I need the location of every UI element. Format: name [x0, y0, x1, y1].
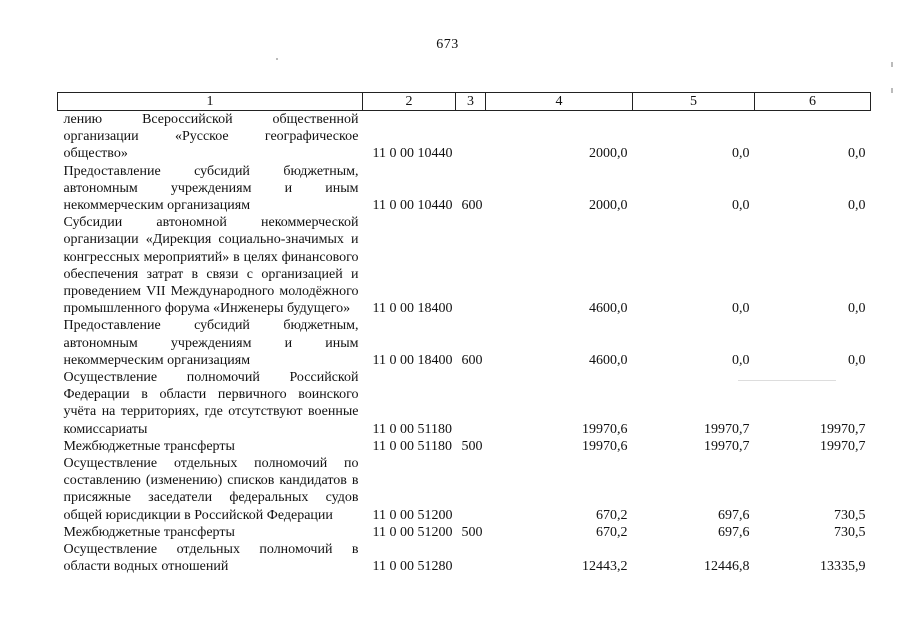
- table-row: [58, 317, 871, 369]
- column-header: 5: [633, 93, 755, 111]
- row-value-col4: 19970,6: [582, 421, 628, 437]
- row-name: лению Всероссийской общественной организации «Русское географическое общество»: [63, 112, 359, 162]
- page-number: 673: [436, 37, 459, 52]
- row-value-col6: 0,0: [848, 198, 866, 214]
- row-expense-type: 600: [461, 198, 483, 214]
- table-row: [58, 455, 871, 524]
- column-header: 1: [58, 93, 363, 111]
- row-expense-type: 600: [461, 352, 483, 368]
- row-expense-type: [456, 111, 486, 163]
- row-value-col5: 19970,7: [704, 438, 750, 454]
- row-value-col6: 0,0: [848, 352, 866, 368]
- row-code: 11 0 00 51280: [372, 559, 453, 575]
- table-row: [58, 214, 871, 317]
- table-row: [58, 438, 871, 455]
- row-value-col6: 19970,7: [820, 438, 866, 454]
- row-expense-type: 500: [461, 524, 483, 540]
- row-value-col6: 730,5: [834, 507, 866, 523]
- row-value-col5: 0,0: [732, 352, 750, 368]
- row-value-col4: 4600,0: [589, 352, 628, 368]
- row-value-col4: 12443,2: [582, 559, 628, 575]
- row-code: 11 0 00 10440: [372, 198, 453, 214]
- column-header: 2: [363, 93, 456, 111]
- row-name: Межбюджетные трансферты: [63, 524, 235, 540]
- scan-speck: [891, 88, 893, 93]
- row-value-col5: 19970,7: [704, 421, 750, 437]
- row-value-col6: 0,0: [848, 301, 866, 317]
- column-header: 4: [486, 93, 633, 111]
- row-value-col5: 0,0: [732, 198, 750, 214]
- header-row: [58, 93, 871, 111]
- row-value-col4: 19970,6: [582, 438, 628, 454]
- row-code: 11 0 00 51200: [372, 524, 453, 540]
- row-code: 11 0 00 18400: [372, 352, 453, 368]
- table-row: [58, 369, 871, 438]
- row-name: Межбюджетные трансферты: [63, 438, 235, 454]
- row-code: 11 0 00 10440: [372, 146, 453, 162]
- row-value-col4: 670,2: [596, 524, 628, 540]
- table-row: [58, 163, 871, 215]
- row-value-col6: 0,0: [848, 146, 866, 162]
- row-value-col4: 2000,0: [589, 198, 628, 214]
- row-value-col5: 697,6: [718, 507, 750, 523]
- row-expense-type: 500: [461, 438, 483, 454]
- row-name: Осуществление отдельных полномочий по составлению (изменению) списков кандидатов в присяжные заседатели федеральных судов общей юрисдикции в Российской Федерации: [63, 456, 359, 523]
- row-value-col4: 4600,0: [589, 301, 628, 317]
- row-value-col6: 13335,9: [820, 559, 866, 575]
- column-header: 3: [456, 93, 486, 111]
- budget-table: [57, 92, 871, 575]
- column-header: 6: [755, 93, 871, 111]
- row-value-col4: 670,2: [596, 507, 628, 523]
- row-name: Предоставление субсидий бюджетным, автономным учреждениям и иным некоммерческим организациям: [63, 318, 359, 368]
- row-code: 11 0 00 51200: [372, 507, 453, 523]
- row-value-col5: 0,0: [732, 146, 750, 162]
- scan-speck: [891, 62, 893, 67]
- row-expense-type: [456, 541, 486, 575]
- row-expense-type: [456, 214, 486, 317]
- row-code: 11 0 00 51180: [372, 438, 452, 454]
- table-row: [58, 524, 871, 541]
- row-value-col6: 19970,7: [820, 421, 866, 437]
- row-value-col5: 12446,8: [704, 559, 750, 575]
- row-name: Предоставление субсидий бюджетным, автономным учреждениям и иным некоммерческим организациям: [63, 163, 359, 214]
- row-name: Субсидии автономной некоммерческой организации «Дирекция социально-значимых и конгрессных мероприятий» в целях финансового обеспечения затрат в связи с организацией и проведением VII Международного молодёжного промышленного форума «Инженеры будущего»: [63, 215, 359, 317]
- row-expense-type: [456, 455, 486, 524]
- row-code: 11 0 00 51180: [372, 421, 452, 437]
- row-expense-type: [456, 369, 486, 438]
- row-value-col5: 697,6: [718, 524, 750, 540]
- table-row: [58, 111, 871, 163]
- row-value-col5: 0,0: [732, 301, 750, 317]
- scan-speck: [276, 58, 278, 60]
- row-value-col4: 2000,0: [589, 146, 628, 162]
- row-code: 11 0 00 18400: [372, 301, 453, 317]
- table-row: [58, 541, 871, 575]
- row-name: Осуществление отдельных полномочий в области водных отношений: [63, 542, 359, 575]
- row-name: Осуществление полномочий Российской Федерации в области первичного воинского учёта на территориях, где отсутствуют военные комиссариаты: [63, 370, 359, 437]
- row-value-col6: 730,5: [834, 524, 866, 540]
